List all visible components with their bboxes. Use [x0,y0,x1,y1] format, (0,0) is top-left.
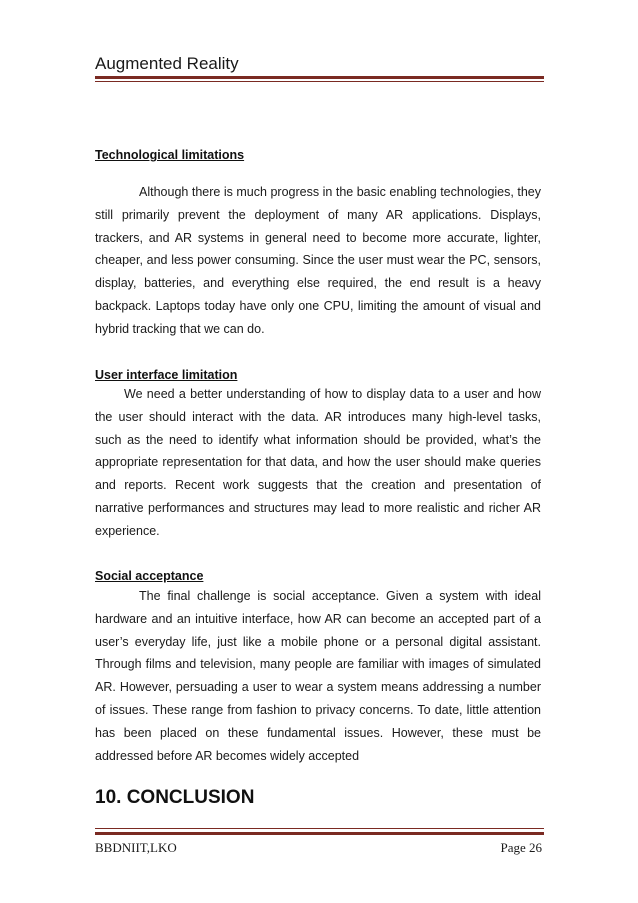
running-header-title: Augmented Reality [95,54,239,73]
section-heading-social-acceptance: Social acceptance [95,569,204,583]
footer-institution: BBDNIIT,LKO [95,840,177,855]
footer-rule-thick [95,832,544,835]
section-heading-user-interface-limitation: User interface limitation [95,368,238,382]
section-heading-technological-limitations: Technological limitations [95,148,245,162]
footer-rule-thin [95,828,544,829]
section-body-technological-limitations: Although there is much progress in the basic enabling technologies, they still primarily prevent the deployment of many AR applications. Displays, trackers, and AR systems in general need to become more accurate, lighter, cheaper, and less power consuming. Since the user must wear the PC, sensors, display, batteries, and everything else required, the end result is a heavy backpack. Laptops today have only one CPU, limiting the amount of visual and hybrid tracking that we can do. [95,185,541,336]
section-body-user-interface-limitation: We need a better understanding of how to display data to a user and how the user should interact with the data. AR introduces many high-level tasks, such as the need to identify what information should be provided, what’s the appropriate representation for that data, and how the user should make queries and reports. Recent work suggests that the creation and presentation of narrative performances and structures may lead to more realistic and richer AR experience. [95,387,541,538]
footer-page-number: Page 26 [500,840,542,855]
header-rule-thick [95,76,544,79]
section-body-social-acceptance: The final challenge is social acceptance. Given a system with ideal hardware and an intuitive interface, how AR can become an accepted part of a user’s everyday life, just like a mobile phone or a personal digital assistant. Through films and television, many people are familiar with images of simulated AR. However, persuading a user to wear a system means addressing a number of issues. These range from fashion to privacy concerns. To date, little attention has been placed on these fundamental issues. However, these must be addressed before AR becomes widely accepted [95,589,541,763]
conclusion-heading: 10. CONCLUSION [95,787,255,808]
header-rule-thin [95,81,544,82]
